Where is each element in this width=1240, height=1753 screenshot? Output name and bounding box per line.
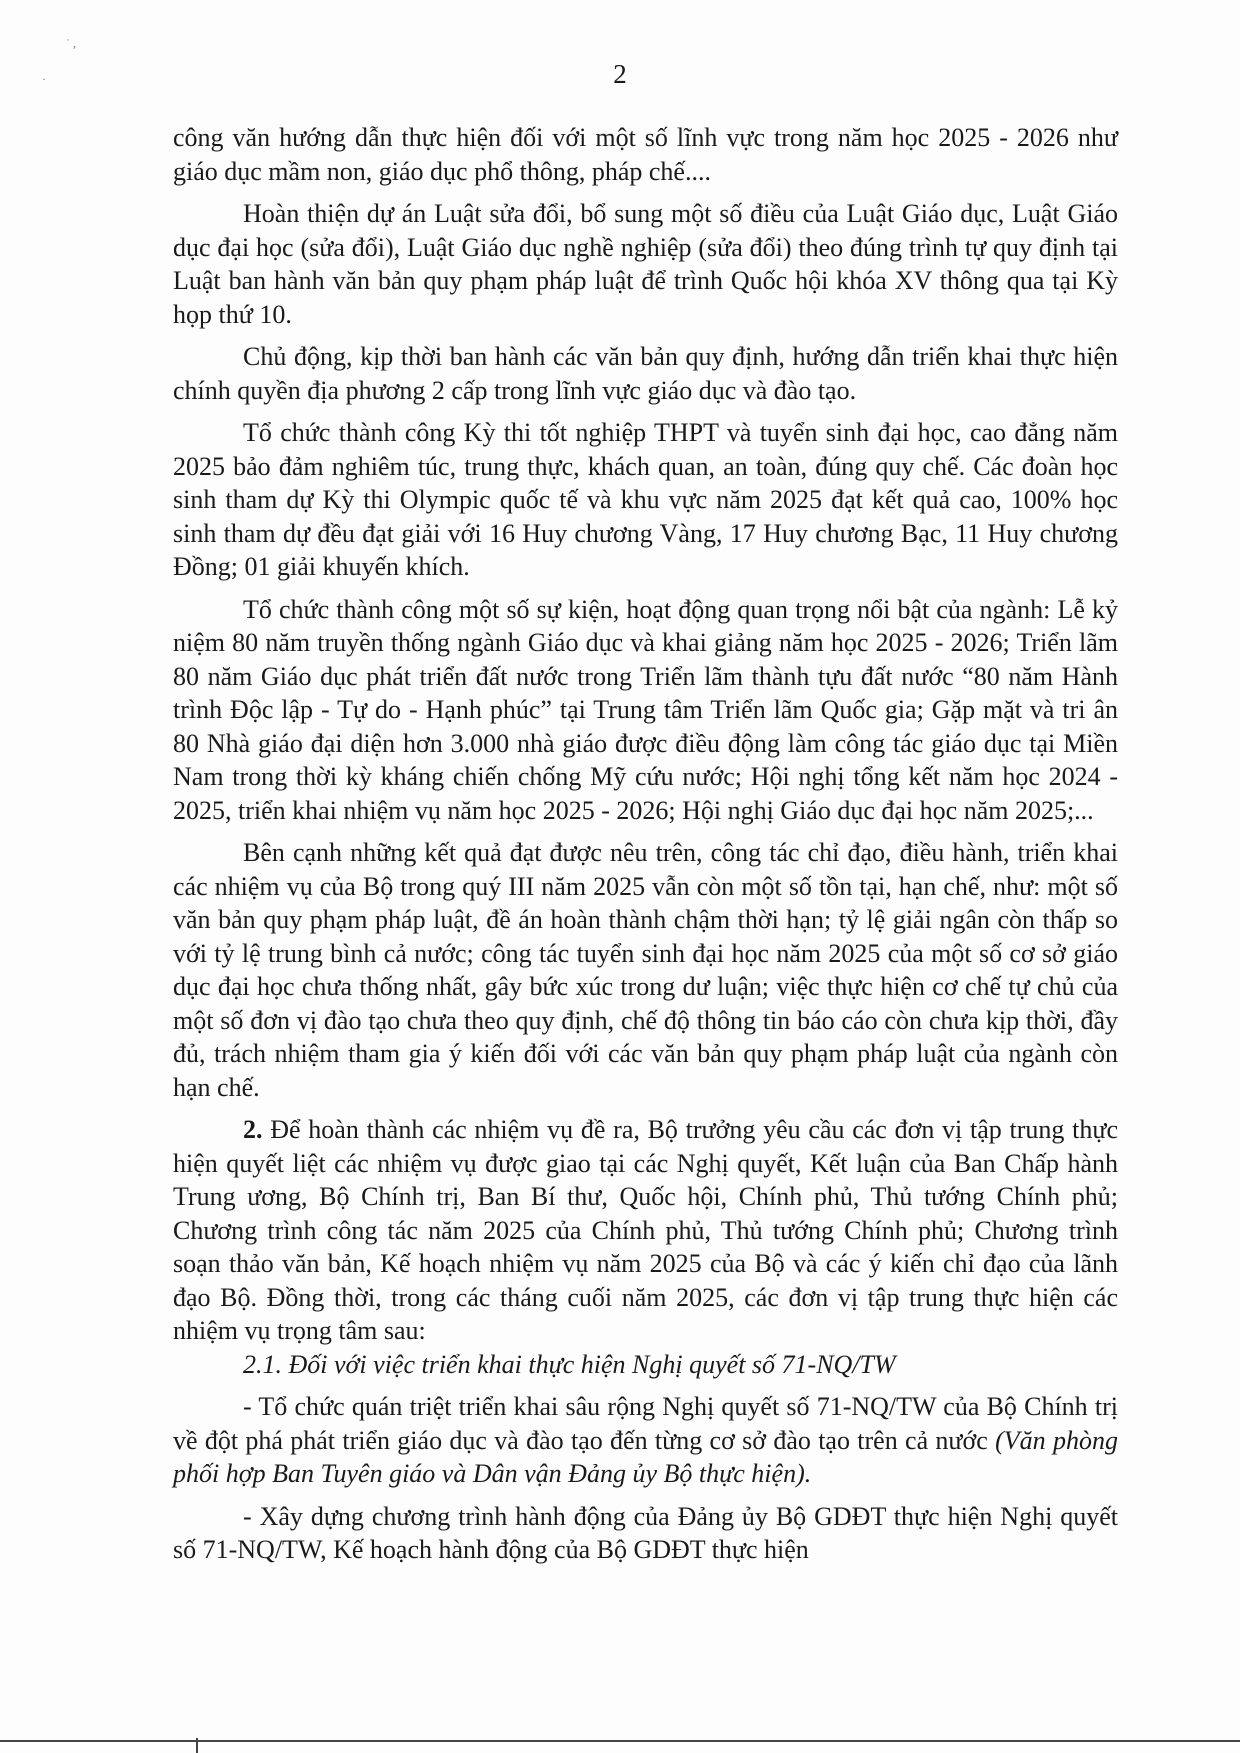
- paragraph-events: Tổ chức thành công một số sự kiện, hoạt động quan trọng nổi bật của ngành: Lễ kỷ niệm 80 năm truyền thống ngành Giáo dục và khai giảng năm học 2025 - 2026; Triển lãm 80 năm Giáo dục phát triển đất nước trong Triển lãm thành tựu đất nước “80 năm Hành trình Độc lập - Tự do - Hạnh phúc” tại Trung tâm Triển lãm Quốc gia; Gặp mặt và tri ân 80 Nhà giáo đại diện hơn 3.000 nhà giáo được điều động làm công tác giáo dục tại Miền Nam trong thời kỳ kháng chiến chống Mỹ cứu nước; Hội nghị tổng kết năm học 2024 - 2025, triển khai nhiệm vụ năm học 2025 - 2026; Hội nghị Giáo dục đại học năm 2025;...: [173, 594, 1118, 825]
- section-number: 2.: [243, 1115, 263, 1144]
- bullet-text: - Tổ chức quán triệt triển khai sâu rộng Nghị quyết số 71-NQ/TW của Bộ Chính trị về đột phá phát triển giáo dục và đào tạo đến từng cơ sở đào tạo trên cả nước: [173, 1392, 1118, 1455]
- bullet-item: [173, 1390, 1118, 1491]
- subsection-heading: 2.1. Đối với việc triển khai thực hiện Nghị quyết số 71-NQ/TW: [243, 1349, 896, 1379]
- document-body: [173, 121, 1118, 1567]
- page-bottom-rule: [0, 1740, 1240, 1742]
- paragraph-law-draft: Hoàn thiện dự án Luật sửa đổi, bổ sung một số điều của Luật Giáo dục, Luật Giáo dục đại học (sửa đổi), Luật Giáo dục nghề nghiệp (sửa đổi) theo đúng trình tự quy định tại Luật ban hành văn bản quy phạm pháp luật để trình Quốc hội khóa XV thông qua tại Kỳ họp thứ 10.: [173, 199, 1118, 329]
- paragraph-continuation: công văn hướng dẫn thực hiện đối với một số lĩnh vực trong năm học 2025 - 2026 như giáo dục mầm non, giáo dục phổ thông, pháp chế....: [173, 123, 1118, 186]
- scan-speck: ˙ ,: [66, 36, 76, 50]
- paragraph-limitations: Bên cạnh những kết quả đạt được nêu trên, công tác chỉ đạo, điều hành, triển khai các nhiệm vụ của Bộ trong quý III năm 2025 vẫn còn một số tồn tại, hạn chế, như: một số văn bản quy phạm pháp luật, đề án hoàn thành chậm thời hạn; tỷ lệ giải ngân còn thấp so với tỷ lệ trung bình cả nước; công tác tuyển sinh đại học năm 2025 của một số cơ sở giáo dục đại học chưa thống nhất, gây bức xúc trong dư luận; việc thực hiện cơ chế tự chủ của một số đơn vị đào tạo chưa theo quy định, chế độ thông tin báo cáo còn chưa kịp thời, đầy đủ, trách nhiệm tham gia ý kiến đối với các văn bản quy phạm pháp luật của ngành còn hạn chế.: [173, 838, 1118, 1102]
- bullet-item: [173, 1500, 1118, 1567]
- scan-speck: ·: [42, 72, 46, 86]
- paragraph-exams: Tổ chức thành công Kỳ thi tốt nghiệp THPT và tuyển sinh đại học, cao đẳng năm 2025 bảo đảm nghiêm túc, trung thực, khách quan, an toàn, đúng quy chế. Các đoàn học sinh tham dự Kỳ thi Olympic quốc tế và khu vực năm 2025 đạt kết quả cao, 100% học sinh tham dự đều đạt giải với 16 Huy chương Vàng, 17 Huy chương Bạc, 11 Huy chương Đồng; 01 giải khuyến khích.: [173, 418, 1118, 581]
- page-number: 2: [613, 59, 627, 89]
- paragraph-section-2: [173, 1113, 1118, 1348]
- bullet-text: - Xây dựng chương trình hành động của Đảng ủy Bộ GDĐT thực hiện Nghị quyết số 71-NQ/TW, Kế hoạch hành động của Bộ GDĐT thực hiện: [173, 1501, 1118, 1564]
- section-2-text: Để hoàn thành các nhiệm vụ đề ra, Bộ trưởng yêu cầu các đơn vị tập trung thực hiện quyết liệt các nhiệm vụ được giao tại các Nghị quyết, Kết luận của Ban Chấp hành Trung ương, Bộ Chính trị, Ban Bí thư, Quốc hội, Chính phủ, Thủ tướng Chính phủ; Chương trình công tác năm 2025 của Chính phủ, Thủ tướng Chính phủ; Chương trình soạn thảo văn bản, Kế hoạch nhiệm vụ năm 2025 của Bộ và các ý kiến chỉ đạo của lãnh đạo Bộ. Đồng thời, trong các tháng cuối năm 2025, các đơn vị tập trung thực hiện các nhiệm vụ trọng tâm sau:: [173, 1115, 1118, 1345]
- paragraph-local-government: Chủ động, kịp thời ban hành các văn bản quy định, hướng dẫn triển khai thực hiện chính quyền địa phương 2 cấp trong lĩnh vực giáo dục và đào tạo.: [173, 342, 1118, 405]
- page-bottom-tick: [196, 1738, 198, 1753]
- bullet-note: (Văn phòng phối hợp Ban Tuyên giáo và Dân vận Đảng ủy Bộ thực hiện).: [173, 1425, 1119, 1488]
